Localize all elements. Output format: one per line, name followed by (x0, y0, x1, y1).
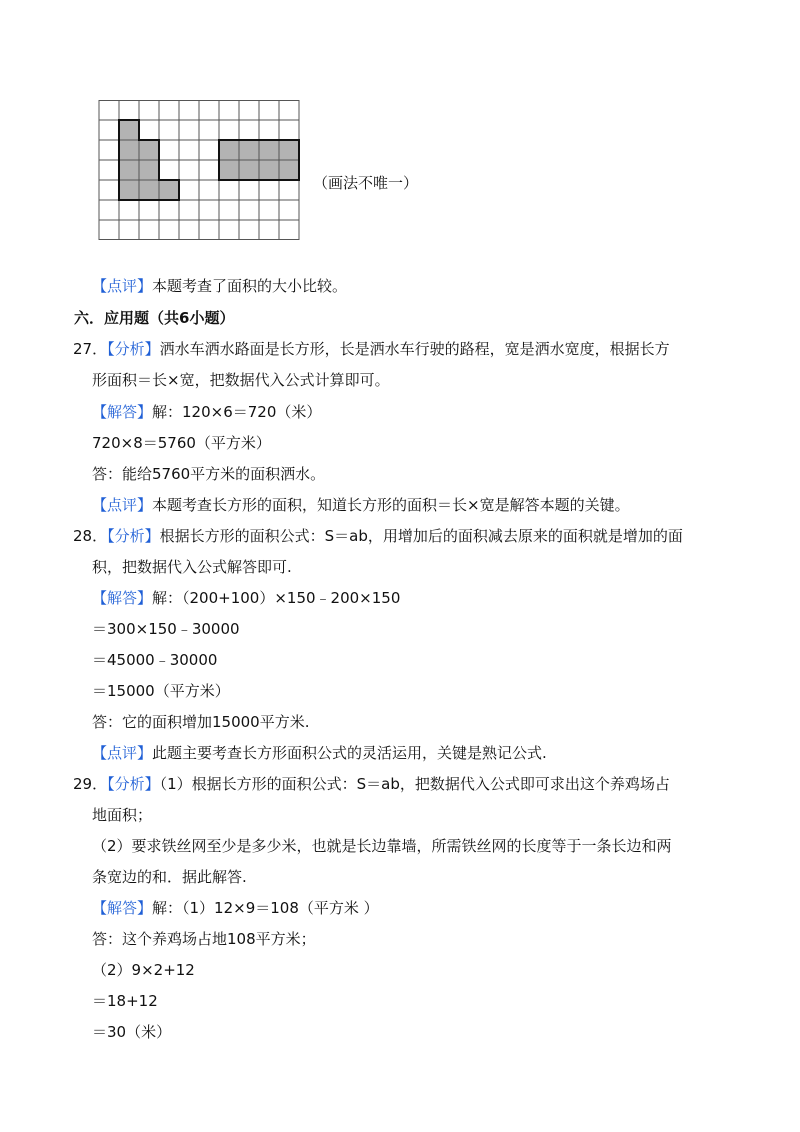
answer-tag: 【解答】 (92, 403, 153, 421)
analysis-text: （1）根据长方形的面积公式：S＝ab，把数据代入公式即可求出这个养鸡场占 (159, 775, 670, 793)
q28-step-3: ＝15000（平方米） (92, 682, 230, 700)
q28-analysis-cont: 积，把数据代入公式解答即可. (92, 558, 292, 576)
q29-analysis-part2-cont: 条宽边的和．据此解答. (92, 868, 247, 886)
q28-comment (92, 743, 547, 763)
q27-final: 答：能给5760平方米的面积洒水。 (92, 465, 326, 483)
q28-final: 答：它的面积增加15000平方米. (92, 713, 310, 731)
comment-text: 本题考查了面积的大小比较。 (152, 277, 348, 295)
question-number: 27． (73, 340, 108, 358)
analysis-tag: 【分析】 (107, 527, 160, 545)
q29-answer-1: 答：这个养鸡场占地108平方米； (92, 930, 316, 948)
answer-tag: 【解答】 (92, 899, 153, 917)
comment-text: 本题考查长方形的面积，知道长方形的面积＝长×宽是解答本题的关键。 (152, 496, 630, 514)
q28-step-2: ＝45000﹣30000 (92, 651, 218, 669)
comment-tag: 【点评】 (92, 496, 153, 514)
q29-step-1: （2）9×2+12 (92, 961, 195, 979)
q28-answer (92, 588, 400, 608)
q27-comment (92, 495, 630, 515)
q27-step: 720×8＝5760（平方米） (92, 434, 271, 452)
q27-analysis (73, 339, 670, 359)
analysis-text: 根据长方形的面积公式：S＝ab，用增加后的面积减去原来的面积就是增加的面 (159, 527, 683, 545)
comment-text: 此题主要考查长方形面积公式的灵活运用，关键是熟记公式. (152, 744, 547, 762)
answer-text: 解：120×6＝720（米） (152, 403, 322, 421)
answer-tag: 【解答】 (92, 589, 153, 607)
analysis-tag: 【分析】 (107, 775, 160, 793)
grid-figure (98, 100, 304, 240)
answer-text: 解：（200+100）×150﹣200×150 (152, 589, 401, 607)
q28-analysis (73, 526, 683, 546)
comment-tag: 【点评】 (92, 277, 153, 295)
q27-answer (92, 402, 321, 422)
q29-step-2: ＝18+12 (92, 992, 158, 1010)
analysis-tag: 【分析】 (107, 340, 160, 358)
question-number: 28． (73, 527, 108, 545)
q27-analysis-cont: 形面积＝长×宽，把数据代入公式计算即可。 (92, 371, 390, 389)
section-heading: 六．应用题（共6小题） (74, 309, 235, 327)
q28-step-1: ＝300×150﹣30000 (92, 620, 240, 638)
analysis-text: 洒水车洒水路面是长方形，长是洒水车行驶的路程，宽是洒水宽度，根据长方 (159, 340, 670, 358)
q29-answer (92, 898, 379, 918)
q29-analysis-cont: 地面积； (92, 806, 153, 824)
comment-line-26 (92, 276, 347, 296)
question-number: 29． (73, 775, 108, 793)
q29-analysis-part2: （2）要求铁丝网至少是多少米，也就是长边靠墙，所需铁丝网的长度等于一条长边和两 (92, 837, 672, 855)
q29-analysis (73, 774, 670, 794)
answer-text: 解：（1）12×9＝108（平方米 ） (152, 899, 379, 917)
figure-caption: （画法不唯一） (313, 174, 419, 192)
q29-step-3: ＝30（米） (92, 1023, 172, 1041)
comment-tag: 【点评】 (92, 744, 153, 762)
